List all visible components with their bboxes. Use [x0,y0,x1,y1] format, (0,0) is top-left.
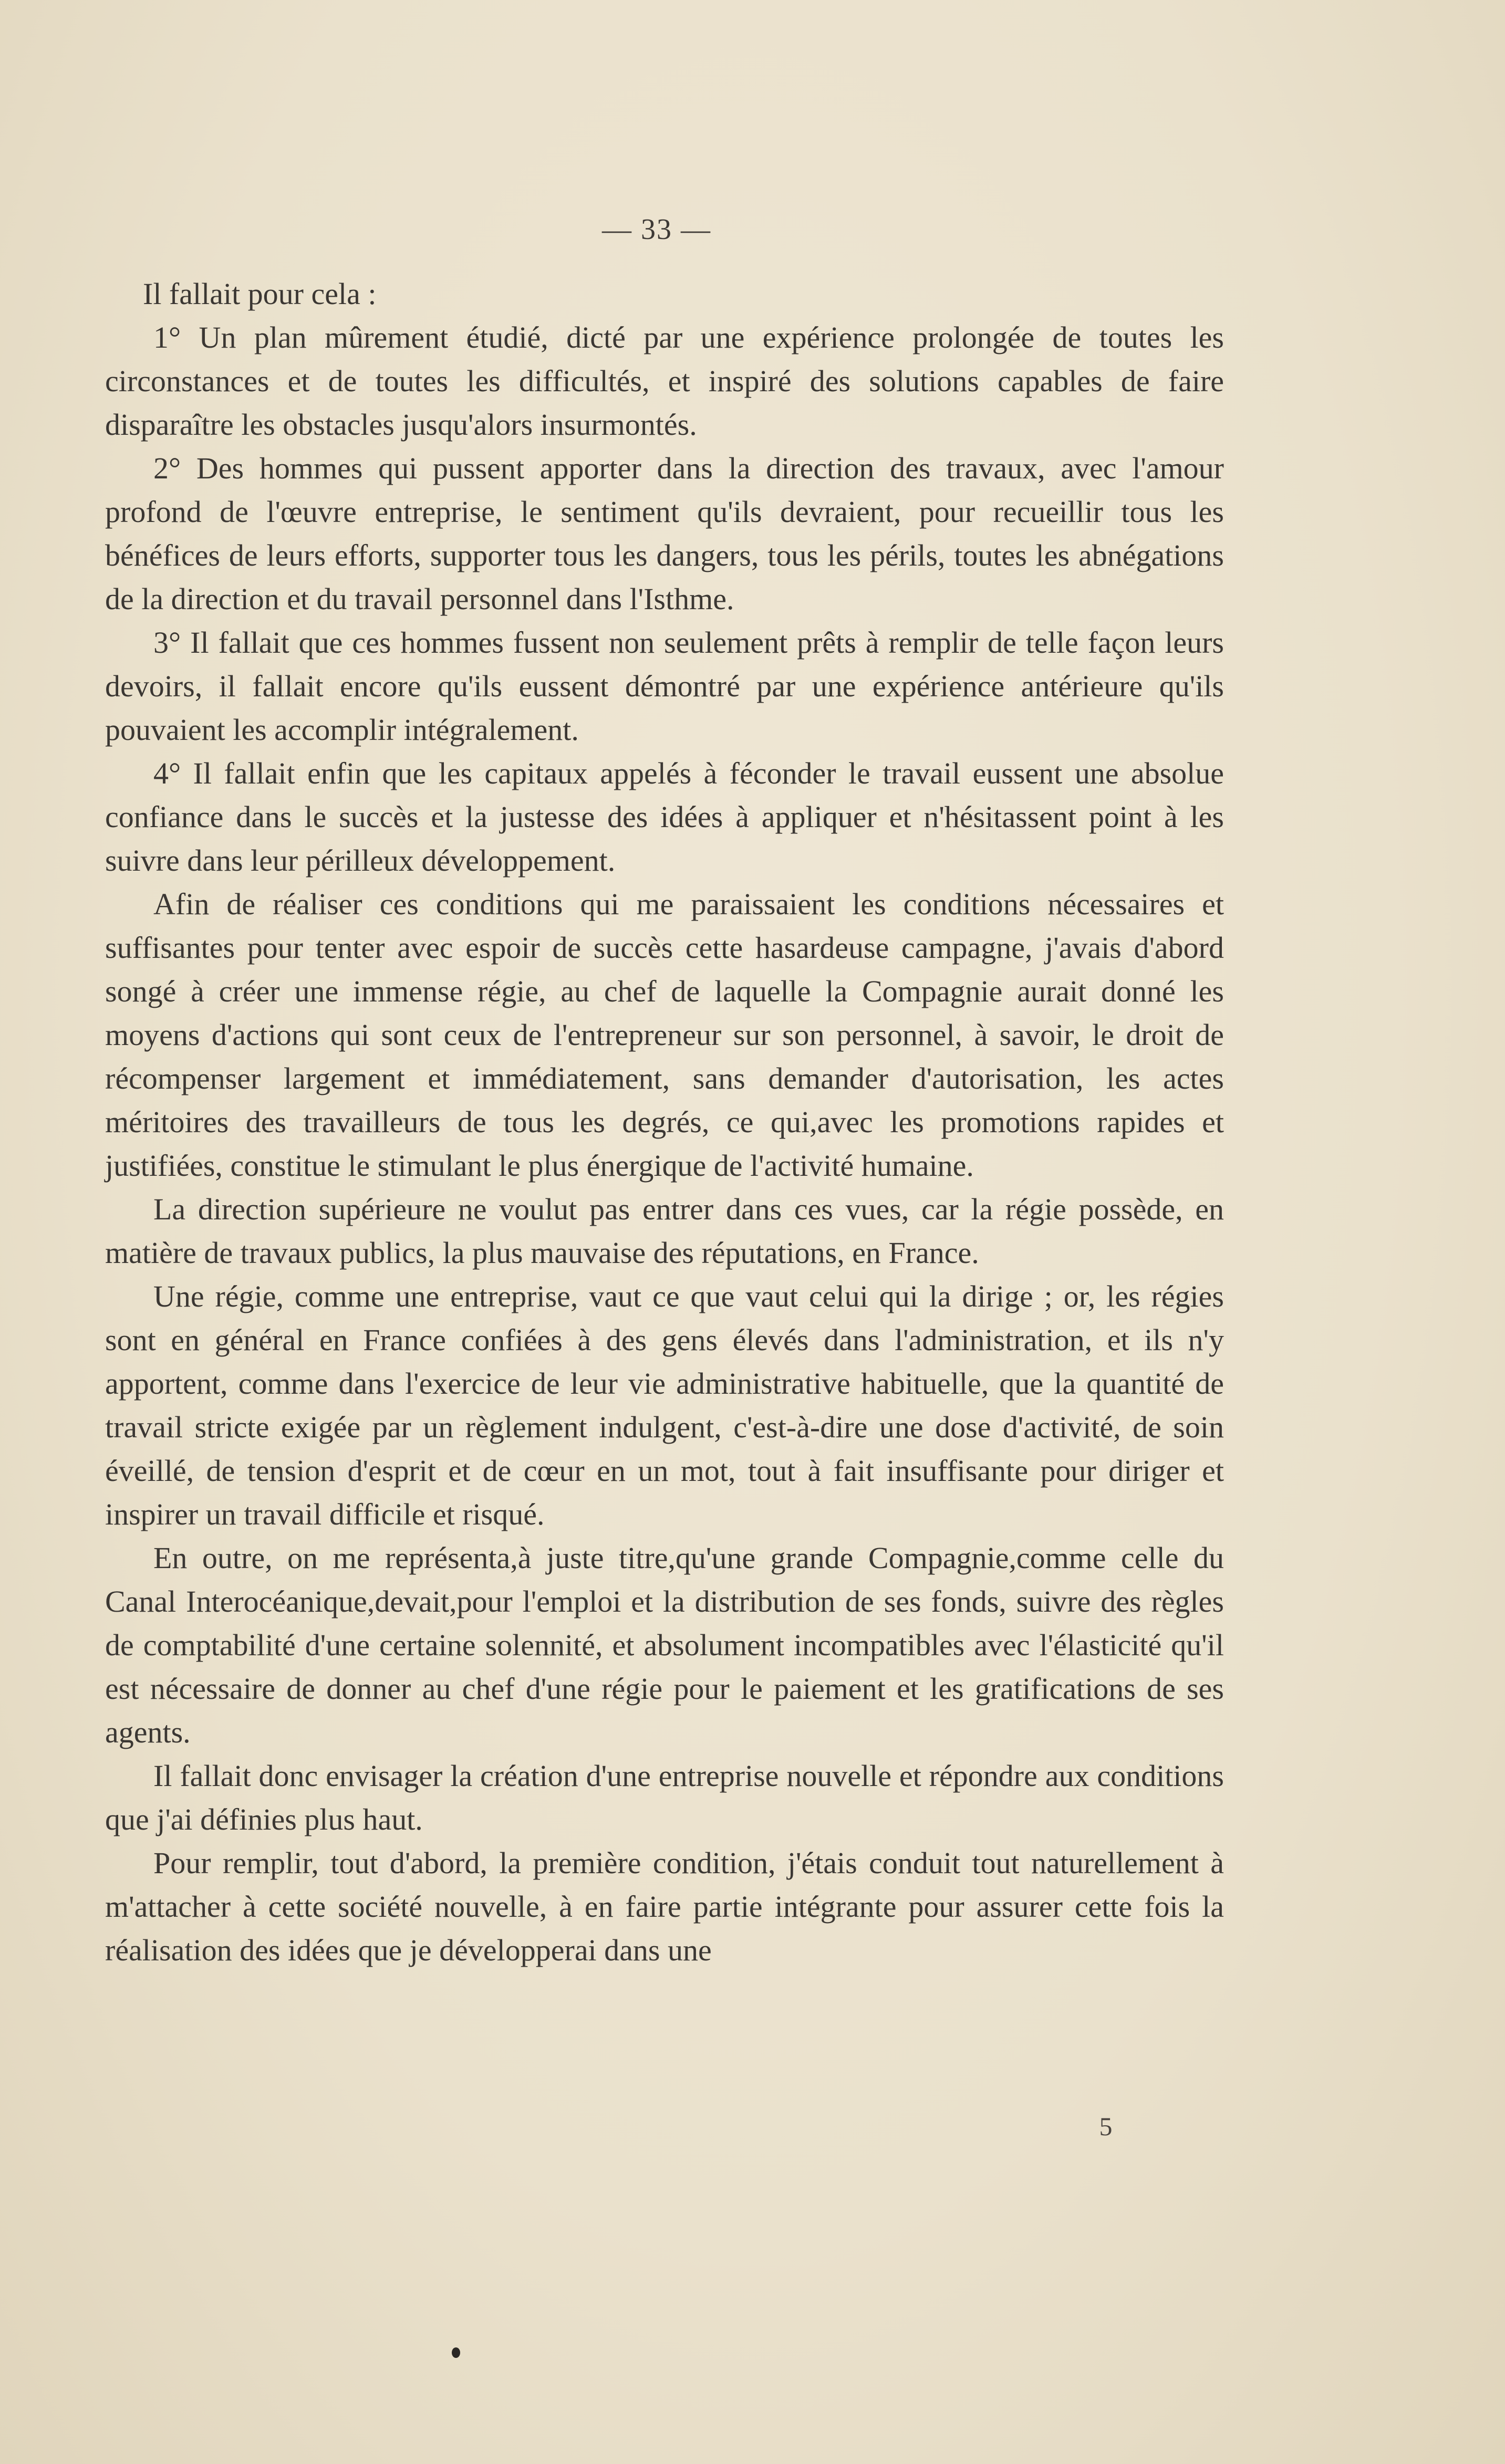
paragraph-regie-idea: Afin de réaliser ces conditions qui me paraissaient les conditions nécessaires et suffisantes pour tenter avec espoir de succès cette hasardeuse campagne, j'avais d'abord songé à créer une immense régie, au chef de laquelle la Compagnie aurait donné les moyens d'actions qui sont ceux de l'entrepreneur sur son personnel, à savoir, le droit de récompenser largement et immédiatement, sans demander d'autorisation, les actes méritoires des travailleurs de tous les degrés, ce qui,avec les promotions rapides et justifiées, constitue le stimulant le plus énergique de l'activité humaine. [105,887,1224,1183]
paragraph-point-4: 4° Il fallait enfin que les capitaux appelés à féconder le travail eussent une absolue confiance dans le succès et la justesse des idées à appliquer et n'hésitassent point à les suivre dans leur périlleux développement. [105,756,1224,878]
paragraph-accounting-rules: En outre, on me représenta,à juste titre,qu'une grande Compagnie,comme celle du Canal Interocéanique,devait,pour l'emploi et la distribution de ses fonds, suivre des règles de comptabilité d'une certaine solennité, et absolument incompatibles avec l'élasticité qu'il est nécessaire de donner au chef d'une régie pour le paiement et les gratifications de ses agents. [105,1541,1224,1749]
body-text [105,272,1224,1972]
ink-dot [452,2347,460,2358]
paragraph-intro: Il fallait pour cela : [143,277,377,311]
paragraph-new-enterprise: Il fallait donc envisager la création d'une entreprise nouvelle et répondre aux conditions que j'ai définies plus haut. [105,1759,1224,1836]
page-number: — 33 — [602,213,711,246]
paragraph-point-2: 2° Des hommes qui pussent apporter dans la direction des travaux, avec l'amour profond de l'œuvre entreprise, le sentiment qu'ils devraient, pour recueillir tous les bénéfices de leurs efforts, supporter tous les dangers, tous les périls, toutes les abnégations de la direction et du travail personnel dans l'Isthme. [105,451,1224,616]
paragraph-first-condition: Pour remplir, tout d'abord, la première condition, j'étais conduit tout naturellement à m'attacher à cette société nouvelle, à en faire partie intégrante pour assurer cette fois la réalisation des idées que je développerai dans une [105,1846,1224,1967]
paragraph-direction-refusal: La direction supérieure ne voulut pas entrer dans ces vues, car la régie possède, en matière de travaux publics, la plus mauvaise des réputations, en France. [105,1192,1224,1270]
signature-mark: 5 [1099,2112,1113,2141]
paragraph-point-1: 1° Un plan mûrement étudié, dicté par une expérience prolongée de toutes les circonstances et de toutes les difficultés, et inspiré des solutions capables de faire disparaître les obstacles jusqu'alors insurmontés. [105,320,1224,442]
paragraph-point-3: 3° Il fallait que ces hommes fussent non seulement prêts à remplir de telle façon leurs devoirs, il fallait encore qu'ils eussent démontré par une expérience antérieure qu'ils pouvaient les accomplir intégralement. [105,625,1224,747]
paragraph-regie-critique: Une régie, comme une entreprise, vaut ce que vaut celui qui la dirige ; or, les régies sont en général en France confiées à des gens élevés dans l'administration, et ils n'y apportent, comme dans l'exercice de leur vie administrative habituelle, que la quantité de travail stricte exigée par un règlement indulgent, c'est-à-dire une dose d'activité, de soin éveillé, de tension d'esprit et de cœur en un mot, tout à fait insuffisante pour diriger et inspirer un travail difficile et risqué. [105,1279,1224,1531]
